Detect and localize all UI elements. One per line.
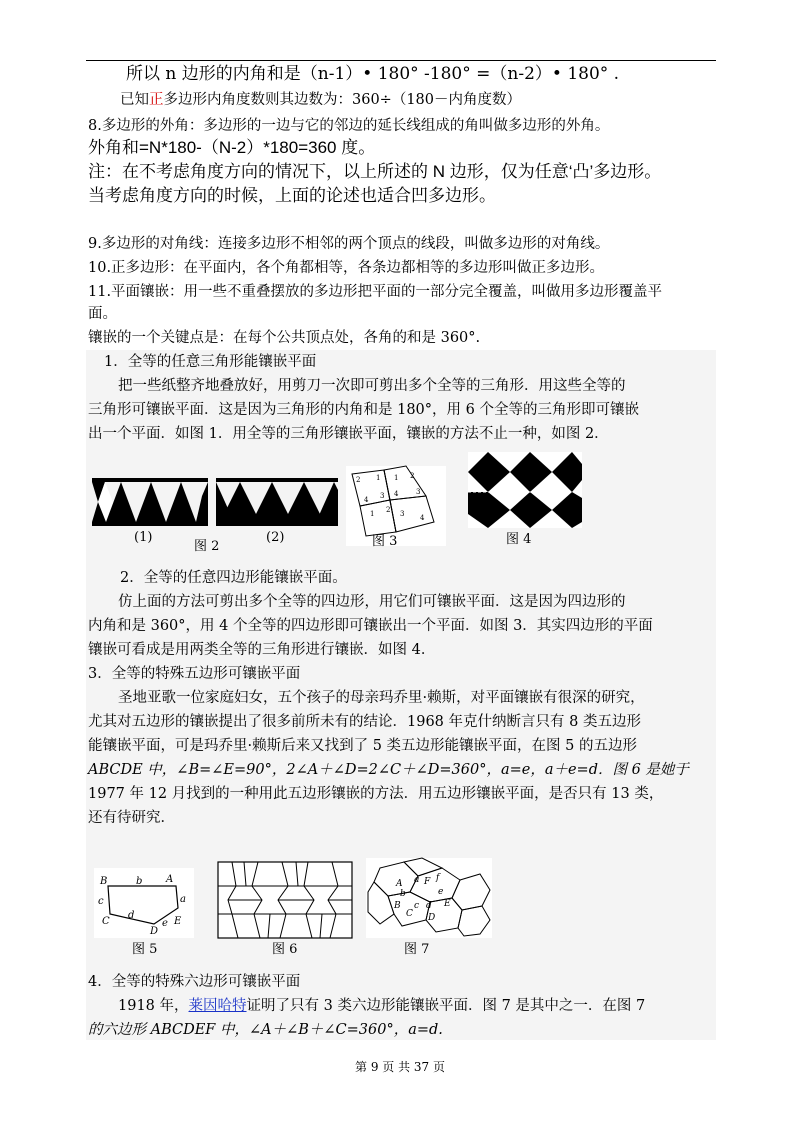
section-4-year: 1918 年， [118,998,189,1014]
fig7-label-e: e [438,887,444,897]
fig3-num: 3 [400,510,405,518]
section-2-heading: 2．全等的任意四边形能镶嵌平面。 [120,570,347,586]
fig5-label-C: C [102,916,110,927]
figure-7 [366,858,492,938]
fig7-label-c: c [414,901,420,911]
section-3-line-1: 圣地亚歌一位家庭妇女，五个孩子的母亲玛乔里·赖斯，对平面镶嵌有很深的研究， [118,690,645,706]
text-line-8: 10.正多边形：在平面内，各个角都相等，各条边都相等的多边形叫做正多边形。 [88,260,605,276]
page-footer: 第 9 页 共 37 页 [355,1060,445,1074]
reinhardt-link[interactable]: 莱因哈特 [188,998,247,1014]
section-3-line-3: 能镶嵌平面，可是玛乔里·赖斯后来又找到了 5 类五边形能镶嵌平面，在图 5 的五边形 [88,738,637,754]
text-line-6: 当考虑角度方向的时候，上面的论述也适合凹多边形。 [88,186,496,205]
fig7-label-d: d [426,901,432,911]
figure-6 [218,862,352,938]
figure-2-left-label: (1) [134,530,153,545]
section-4-line-1-rest: 证明了只有 3 类六边形能镶嵌平面．图 7 是其中之一．在图 7 [246,998,646,1014]
text-line-2 [120,90,521,110]
fig5-label-a: a [180,894,186,905]
fig3-num: 3 [416,488,421,496]
text-line-2a: 已知 [120,92,149,108]
fig7-label-D: D [428,913,436,923]
section-3-heading: 3．全等的特殊五边形可镶嵌平面 [88,666,301,682]
fig3-num: 4 [394,490,399,498]
figure-2-right-label: (2) [266,530,285,545]
fig7-label-A: A [396,879,403,889]
section-1-heading: 1．全等的任意三角形能镶嵌平面 [104,354,317,370]
section-4-line-1 [118,996,645,1016]
fig7-label-B: B [394,901,401,911]
fig3-num: 3 [380,492,385,500]
section-2-line-3: 镶嵌可看成是用两类全等的三角形进行镶嵌．如图 4． [88,642,436,658]
header-rule [86,60,716,61]
highlight-zheng: 正 [149,92,164,108]
fig3-num: 4 [364,496,369,504]
figure-2-left [92,478,208,528]
fig5-label-b: b [136,876,143,887]
fig7-label-a: a [414,875,420,885]
section-4-heading: 4．全等的特殊六边形可镶嵌平面 [88,974,301,990]
text-line-7: 9.多边形的对角线：连接多边形不相邻的两个顶点的线段，叫做多边形的对角线。 [88,236,610,252]
figure-3-caption: 图 3 [372,534,398,549]
figure-5-caption: 图 5 [132,942,158,957]
fig7-label-f: f [436,873,440,883]
section-1-line-1: 把一些纸整齐地叠放好，用剪刀一次即可剪出多个全等的三角形．用这些全等的 [118,378,626,394]
fig7-label-F: F [424,877,431,887]
section-3-line-2: 尤其对五边形的镶嵌提出了很多前所未有的结论．1968 年克什纳断言只有 8 类五边形 [88,714,641,730]
section-1-line-2: 三角形可镶嵌平面．这是因为三角形的内角和是 180°，用 6 个全等的三角形即可镶嵌 [88,402,639,418]
section-3-line-4: ABCDE 中，∠B=∠E=90°，2∠A＋∠D=2∠C＋∠D=360°，a=e，a＋e=d．图 6 是她于 [88,762,689,778]
figure-5 [94,868,194,938]
section-3-line-5: 1977 年 12 月找到的一种用此五边形镶嵌的方法．用五边形镶嵌平面，是否只有 13 类， [88,786,664,802]
figure-2-right [216,478,338,528]
fig7-label-C: C [406,909,413,919]
fig3-num: 2 [410,472,415,480]
section-3-line-6: 还有待研究． [88,810,175,826]
text-line-4: 外角和=N*180-（N-2）*180=360 度。 [88,138,376,157]
fig5-label-e: e [162,918,168,929]
section-2-line-2: 内角和是 360°，用 4 个全等的四边形即可镶嵌出一个平面．如图 3．其实四边形的平面 [88,618,653,634]
fig3-num: 2 [356,476,361,484]
section-1-line-3: 出一个平面．如图 1．用全等的三角形镶嵌平面，镶嵌的方法不止一种，如图 2． [88,426,609,442]
fig5-label-c: c [98,896,104,907]
section-2-line-1: 仿上面的方法可剪出多个全等的四边形，用它们可镶嵌平面．这是因为四边形的 [118,594,626,610]
section-4-line-2: 的六边形 ABCDEF 中，∠A＋∠B＋∠C=360°，a=d. [88,1022,443,1038]
fig3-num: 1 [394,474,399,482]
figure-6-caption: 图 6 [272,942,298,957]
fig7-label-E: E [444,899,451,909]
figure-4 [468,452,582,528]
fig5-label-E: E [174,916,182,927]
figure-4-caption: 图 4 [506,532,532,547]
fig5-label-D: D [150,926,159,937]
fig3-num: 1 [376,474,381,482]
text-line-1: 所以 n 边形的内角和是（n-1）• 180° -180° =（n-2）• 180° . [126,64,620,84]
fig5-label-d: d [128,910,135,921]
text-line-5: 注：在不考虑角度方向的情况下，以上所述的 N 边形，仅为任意‘凸’多边形。 [88,162,662,181]
fig3-num: 4 [420,514,425,522]
text-line-3: 8.多边形的外角：多边形的一边与它的邻边的延长线组成的角叫做多边形的外角。 [88,118,610,134]
fig5-label-B: B [100,876,108,887]
fig7-label-b: b [400,889,406,899]
text-line-9: 11.平面镶嵌：用一些不重叠摆放的多边形把平面的一部分完全覆盖，叫做用多边形覆盖平 [88,284,663,300]
text-line-2c: 多边形内角度数则其边数为：360÷（180－内角度数） [163,92,521,108]
fig3-num: 2 [386,506,391,514]
figure-7-caption: 图 7 [404,942,430,957]
fig3-num: 1 [370,510,375,518]
text-line-11: 镶嵌的一个关键点是：在每个公共顶点处，各角的和是 360°. [88,330,481,346]
fig5-label-A: A [166,874,174,885]
figure-2-caption: 图 2 [194,539,220,554]
text-line-10: 面。 [88,306,117,322]
